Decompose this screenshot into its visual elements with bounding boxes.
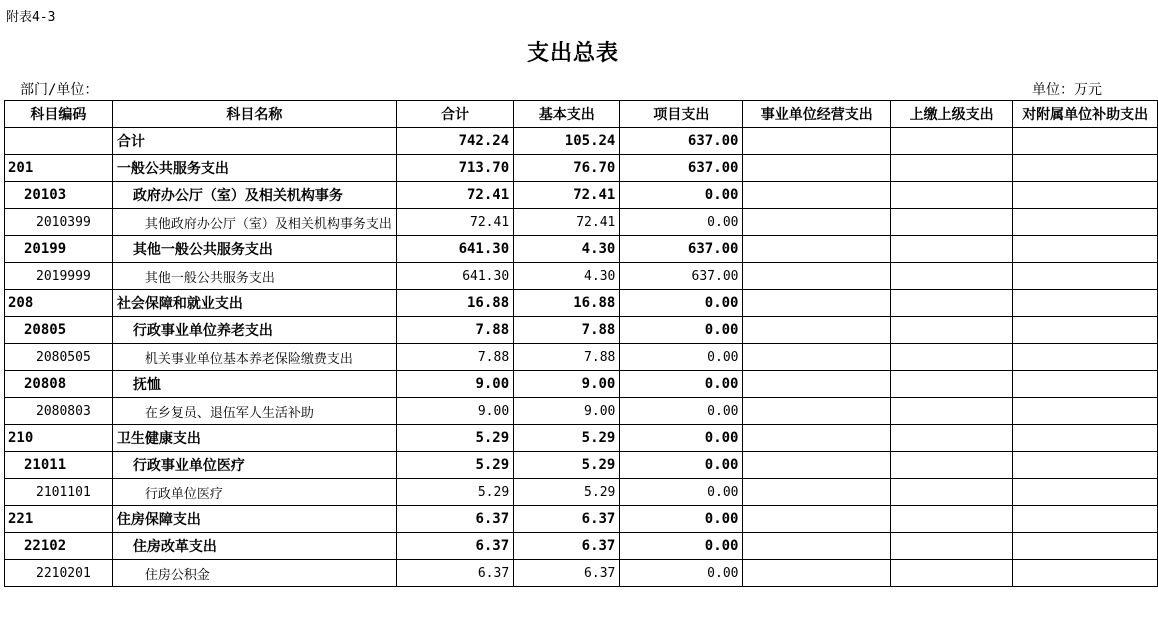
cell-project: 0.00 [620, 182, 743, 209]
cell-name: 住房公积金 [112, 560, 396, 587]
cell-upper [890, 182, 1012, 209]
table-row [5, 263, 1158, 290]
cell-subsidy [1013, 398, 1158, 425]
page-title: 支出总表 [526, 41, 619, 66]
cell-upper [890, 236, 1012, 263]
cell-subsidy [1013, 479, 1158, 506]
table-row [5, 128, 1158, 155]
cell-basic: 6.37 [514, 506, 620, 533]
cell-code: 20805 [5, 317, 113, 344]
cell-business [743, 425, 890, 452]
cell-project: 0.00 [620, 506, 743, 533]
cell-code: 2101101 [5, 479, 113, 506]
cell-total: 742.24 [396, 128, 513, 155]
cell-basic: 7.88 [514, 317, 620, 344]
table-row [5, 533, 1158, 560]
cell-name: 行政单位医疗 [112, 479, 396, 506]
cell-upper [890, 560, 1012, 587]
cell-subsidy [1013, 560, 1158, 587]
cell-project: 0.00 [620, 317, 743, 344]
cell-total: 5.29 [396, 452, 513, 479]
cell-total: 6.37 [396, 560, 513, 587]
cell-upper [890, 506, 1012, 533]
cell-name: 抚恤 [112, 371, 396, 398]
header-code: 科目编码 [5, 101, 113, 128]
header-upper: 上缴上级支出 [890, 101, 1012, 128]
table-row [5, 209, 1158, 236]
cell-project: 0.00 [620, 560, 743, 587]
cell-upper [890, 425, 1012, 452]
cell-business [743, 533, 890, 560]
cell-total: 9.00 [396, 371, 513, 398]
header-name: 科目名称 [112, 101, 396, 128]
unit-label: 单位：万元 [1032, 82, 1102, 98]
cell-code: 2010399 [5, 209, 113, 236]
cell-basic: 6.37 [514, 533, 620, 560]
cell-project: 0.00 [620, 209, 743, 236]
cell-business [743, 209, 890, 236]
table-row [5, 452, 1158, 479]
cell-name: 住房改革支出 [112, 533, 396, 560]
cell-name: 合计 [112, 128, 396, 155]
cell-basic: 16.88 [514, 290, 620, 317]
cell-code: 201 [5, 155, 113, 182]
cell-project: 0.00 [620, 371, 743, 398]
cell-total: 72.41 [396, 209, 513, 236]
cell-total: 6.37 [396, 533, 513, 560]
cell-business [743, 263, 890, 290]
header-total: 合计 [396, 101, 513, 128]
cell-upper [890, 479, 1012, 506]
cell-name: 政府办公厅（室）及相关机构事务 [112, 182, 396, 209]
cell-upper [890, 263, 1012, 290]
table-row [5, 479, 1158, 506]
cell-total: 6.37 [396, 506, 513, 533]
cell-total: 5.29 [396, 425, 513, 452]
cell-code: 20103 [5, 182, 113, 209]
cell-subsidy [1013, 209, 1158, 236]
cell-business [743, 290, 890, 317]
cell-code: 2210201 [5, 560, 113, 587]
cell-business [743, 479, 890, 506]
cell-subsidy [1013, 425, 1158, 452]
table-row [5, 398, 1158, 425]
cell-business [743, 452, 890, 479]
cell-subsidy [1013, 317, 1158, 344]
table-row [5, 371, 1158, 398]
cell-code: 2080505 [5, 344, 113, 371]
cell-total: 72.41 [396, 182, 513, 209]
cell-subsidy [1013, 533, 1158, 560]
table-header-row [5, 101, 1158, 128]
cell-subsidy [1013, 182, 1158, 209]
department-label: 部门/单位： [20, 82, 99, 98]
cell-basic: 72.41 [514, 209, 620, 236]
header-subsidy: 对附属单位补助支出 [1013, 101, 1158, 128]
cell-code: 21011 [5, 452, 113, 479]
cell-subsidy [1013, 128, 1158, 155]
table-row [5, 317, 1158, 344]
cell-code: 208 [5, 290, 113, 317]
cell-business [743, 398, 890, 425]
table-row [5, 560, 1158, 587]
cell-upper [890, 344, 1012, 371]
cell-subsidy [1013, 155, 1158, 182]
cell-project: 0.00 [620, 344, 743, 371]
cell-code: 20808 [5, 371, 113, 398]
cell-name: 其他一般公共服务支出 [112, 263, 396, 290]
cell-business [743, 155, 890, 182]
cell-project: 637.00 [620, 236, 743, 263]
cell-project: 637.00 [620, 155, 743, 182]
cell-code: 210 [5, 425, 113, 452]
table-row [5, 506, 1158, 533]
cell-subsidy [1013, 506, 1158, 533]
header-business: 事业单位经营支出 [743, 101, 890, 128]
cell-project: 0.00 [620, 533, 743, 560]
cell-basic: 105.24 [514, 128, 620, 155]
cell-business [743, 344, 890, 371]
cell-total: 641.30 [396, 236, 513, 263]
cell-basic: 5.29 [514, 479, 620, 506]
cell-upper [890, 290, 1012, 317]
cell-basic: 5.29 [514, 452, 620, 479]
table-body [5, 128, 1158, 587]
cell-upper [890, 128, 1012, 155]
cell-business [743, 560, 890, 587]
cell-basic: 4.30 [514, 236, 620, 263]
cell-upper [890, 371, 1012, 398]
cell-total: 16.88 [396, 290, 513, 317]
cell-total: 9.00 [396, 398, 513, 425]
cell-basic: 72.41 [514, 182, 620, 209]
cell-basic: 9.00 [514, 371, 620, 398]
table-row [5, 425, 1158, 452]
table-row [5, 182, 1158, 209]
cell-project: 0.00 [620, 398, 743, 425]
table-row [5, 344, 1158, 371]
cell-name: 卫生健康支出 [112, 425, 396, 452]
cell-project: 0.00 [620, 290, 743, 317]
cell-basic: 9.00 [514, 398, 620, 425]
table-row [5, 236, 1158, 263]
cell-project: 0.00 [620, 452, 743, 479]
cell-business [743, 371, 890, 398]
cell-subsidy [1013, 290, 1158, 317]
cell-upper [890, 533, 1012, 560]
cell-project: 0.00 [620, 479, 743, 506]
cell-basic: 5.29 [514, 425, 620, 452]
cell-name: 在乡复员、退伍军人生活补助 [112, 398, 396, 425]
cell-code [5, 128, 113, 155]
cell-name: 行政事业单位医疗 [112, 452, 396, 479]
cell-project: 637.00 [620, 263, 743, 290]
cell-upper [890, 452, 1012, 479]
cell-total: 7.88 [396, 317, 513, 344]
cell-name: 行政事业单位养老支出 [112, 317, 396, 344]
cell-upper [890, 398, 1012, 425]
cell-project: 0.00 [620, 425, 743, 452]
cell-upper [890, 155, 1012, 182]
cell-name: 住房保障支出 [112, 506, 396, 533]
cell-basic: 76.70 [514, 155, 620, 182]
cell-name: 机关事业单位基本养老保险缴费支出 [112, 344, 396, 371]
cell-business [743, 182, 890, 209]
cell-name: 其他一般公共服务支出 [112, 236, 396, 263]
cell-upper [890, 209, 1012, 236]
header-basic: 基本支出 [514, 101, 620, 128]
header-project: 项目支出 [620, 101, 743, 128]
cell-code: 221 [5, 506, 113, 533]
expenditure-table [4, 100, 1158, 587]
cell-code: 2080803 [5, 398, 113, 425]
cell-code: 22102 [5, 533, 113, 560]
cell-basic: 7.88 [514, 344, 620, 371]
cell-subsidy [1013, 452, 1158, 479]
cell-basic: 4.30 [514, 263, 620, 290]
cell-subsidy [1013, 263, 1158, 290]
cell-name: 其他政府办公厅（室）及相关机构事务支出 [112, 209, 396, 236]
table-row [5, 290, 1158, 317]
cell-business [743, 317, 890, 344]
cell-name: 社会保障和就业支出 [112, 290, 396, 317]
table-row [5, 155, 1158, 182]
cell-total: 5.29 [396, 479, 513, 506]
cell-code: 2019999 [5, 263, 113, 290]
cell-total: 713.70 [396, 155, 513, 182]
cell-total: 641.30 [396, 263, 513, 290]
appendix-label: 附表4-3 [6, 10, 56, 25]
cell-upper [890, 317, 1012, 344]
cell-subsidy [1013, 344, 1158, 371]
cell-business [743, 128, 890, 155]
cell-name: 一般公共服务支出 [112, 155, 396, 182]
cell-code: 20199 [5, 236, 113, 263]
cell-project: 637.00 [620, 128, 743, 155]
cell-subsidy [1013, 371, 1158, 398]
cell-business [743, 506, 890, 533]
cell-total: 7.88 [396, 344, 513, 371]
cell-business [743, 236, 890, 263]
cell-subsidy [1013, 236, 1158, 263]
cell-basic: 6.37 [514, 560, 620, 587]
